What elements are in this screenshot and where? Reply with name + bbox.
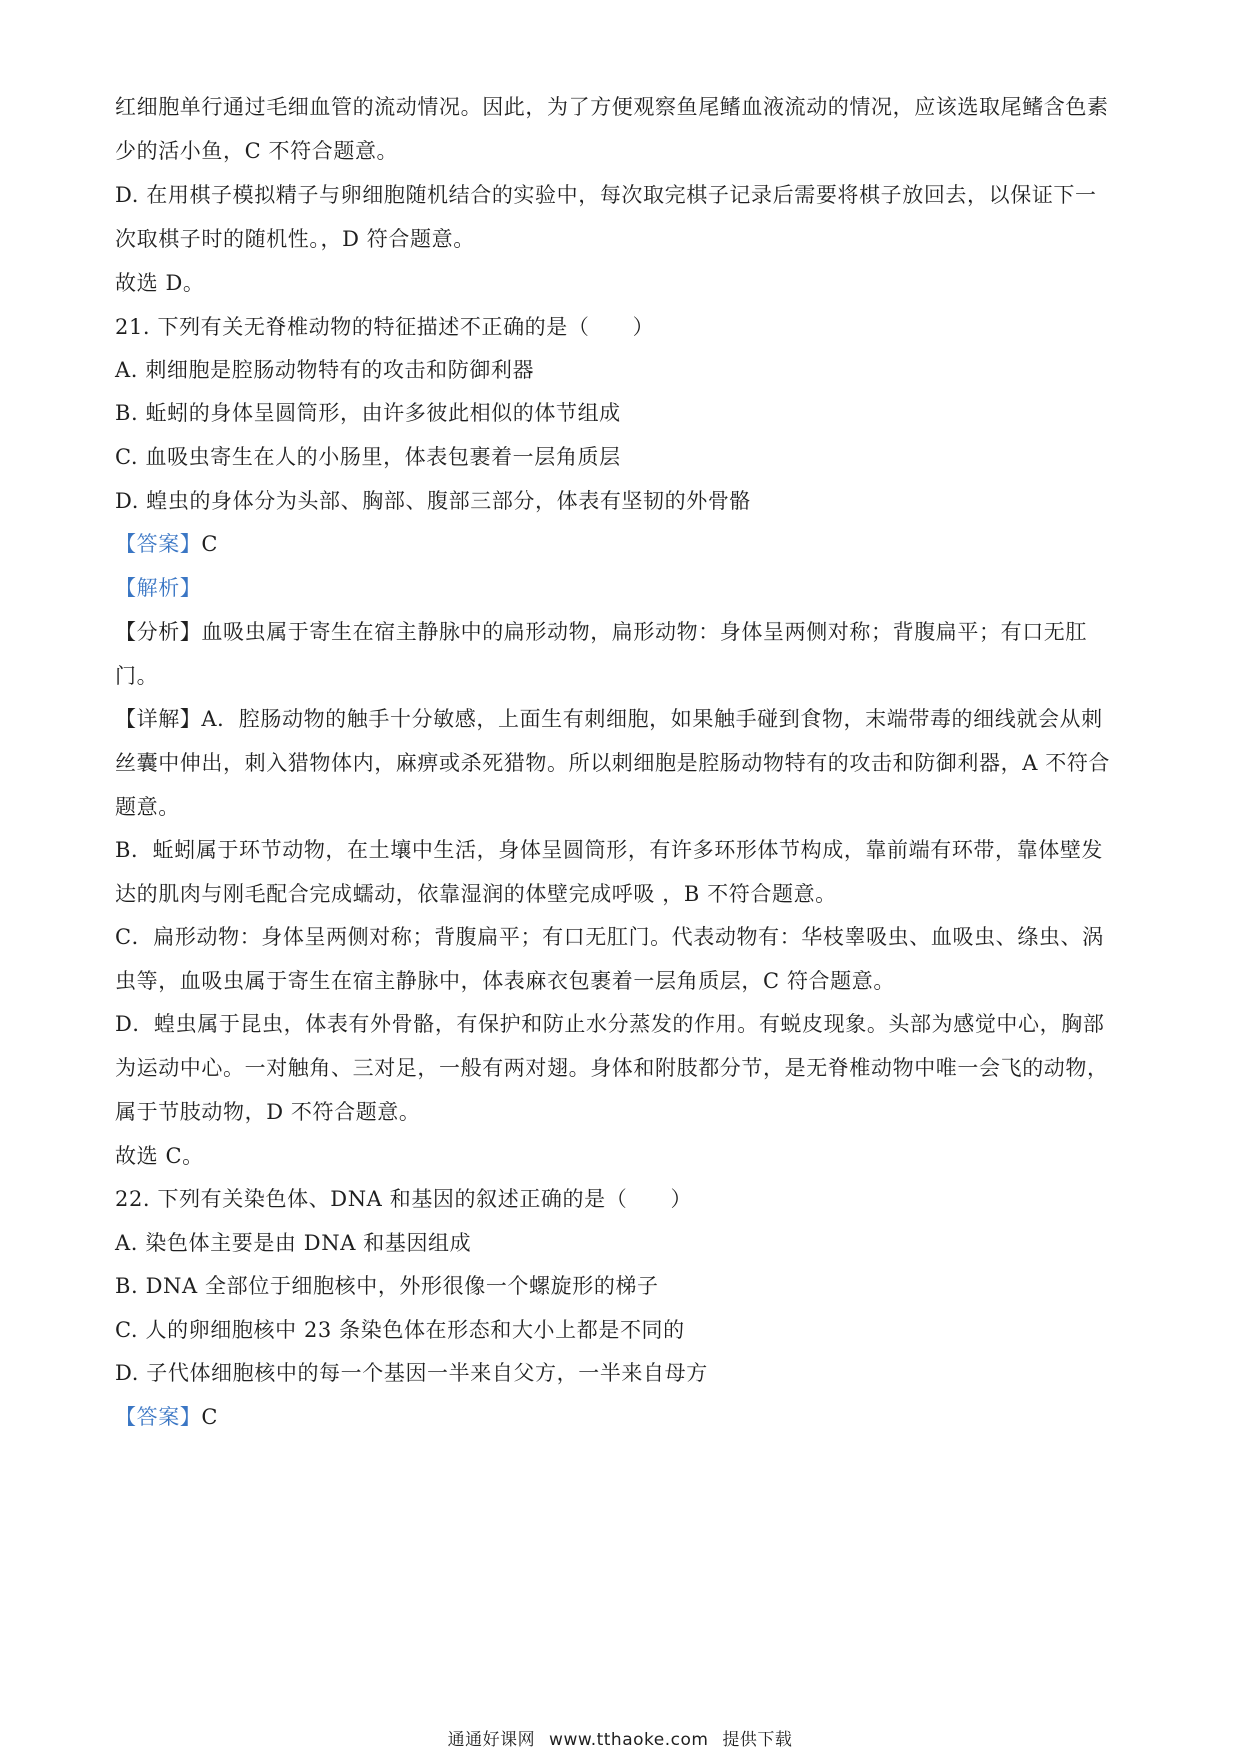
text-line: 故选 C。 [115, 1144, 204, 1168]
text-line: 属于节肢动物，D 不符合题意。 [115, 1100, 421, 1124]
answer-value: C [201, 1405, 219, 1429]
text-line: 【详解】A．腔肠动物的触手十分敏感，上面生有刺细胞，如果触手碰到食物，末端带毒的细线就会从刺 [115, 707, 1103, 731]
page-footer [0, 1725, 1240, 1750]
text-line: 题意。 [115, 795, 180, 819]
text-line: B．蚯蚓属于环节动物，在土壤中生活，身体呈圆筒形，有许多环形体节构成，靠前端有环带，靠体壁发 [115, 838, 1104, 862]
text-line: 【分析】血吸虫属于寄生在宿主静脉中的扁形动物，扁形动物：身体呈两侧对称；背腹扁平；有口无肛 [115, 620, 1087, 644]
footer-url[interactable]: www.tthaoke.com [549, 1730, 709, 1750]
question-22-option-b: B. DNA 全部位于细胞核中，外形很像一个螺旋形的梯子 [115, 1274, 659, 1298]
question-22-option-a: A. 染色体主要是由 DNA 和基因组成 [115, 1231, 472, 1255]
question-21-option-c: C. 血吸虫寄生在人的小肠里，体表包裹着一层角质层 [115, 445, 621, 469]
text-line: C．扁形动物：身体呈两侧对称；背腹扁平；有口无肛门。代表动物有：华枝睾吸虫、血吸虫、绦虫、涡 [115, 925, 1104, 949]
text-line: 红细胞单行通过毛细血管的流动情况。因此，为了方便观察鱼尾鳍血液流动的情况，应该选取尾鳍含色素 [115, 95, 1109, 119]
answer-tag: 【答案】 [115, 532, 202, 556]
text-line: 门。 [115, 664, 159, 688]
question-21-option-b: B. 蚯蚓的身体呈圆筒形，由许多彼此相似的体节组成 [115, 401, 621, 425]
answer-line-22 [115, 1402, 1125, 1432]
text-line: 次取棋子时的随机性。，D 符合题意。 [115, 227, 475, 251]
text-line: 丝囊中伸出，刺入猎物体内，麻痹或杀死猎物。所以刺细胞是腔肠动物特有的攻击和防御利器，A 不符合 [115, 751, 1111, 775]
question-21-option-a: A. 刺细胞是腔肠动物特有的攻击和防御利器 [115, 358, 535, 382]
footer-site-name: 通通好课网 [447, 1730, 536, 1750]
text-line: 少的活小鱼，C 不符合题意。 [115, 139, 399, 163]
text-line: 为运动中心。一对触角、三对足，一般有两对翅。身体和附肢都分节，是无脊椎动物中唯一会飞的动物， [115, 1056, 1109, 1080]
text-line: 虫等，血吸虫属于寄生在宿主静脉中，体表麻衣包裹着一层角质层，C 符合题意。 [115, 969, 895, 993]
text-line: D. 在用棋子模拟精子与卵细胞随机结合的实验中，每次取完棋子记录后需要将棋子放回去，以保证下一 [115, 183, 1097, 207]
question-21-option-d: D. 蝗虫的身体分为头部、胸部、腹部三部分，体表有坚韧的外骨骼 [115, 489, 752, 513]
analysis-tag: 【解析】 [115, 576, 202, 600]
text-line: 达的肌肉与刚毛配合完成蠕动，依靠湿润的体壁完成呼吸 ，B 不符合题意。 [115, 882, 837, 906]
question-21-stem: 21. 下列有关无脊椎动物的特征描述不正确的是（ ） [115, 315, 655, 339]
answer-value: C [201, 532, 219, 556]
question-22-option-d: D. 子代体细胞核中的每一个基因一半来自父方，一半来自母方 [115, 1361, 708, 1385]
text-line: D．蝗虫属于昆虫，体表有外骨骼，有保护和防止水分蒸发的作用。有蜕皮现象。头部为感觉中心，胸部 [115, 1012, 1105, 1036]
answer-tag: 【答案】 [115, 1405, 202, 1429]
question-22-stem: 22. 下列有关染色体、DNA 和基因的叙述正确的是（ ） [115, 1187, 693, 1211]
answer-line-21 [115, 529, 1125, 559]
question-22-option-c: C. 人的卵细胞核中 23 条染色体在形态和大小上都是不同的 [115, 1318, 685, 1342]
text-line: 故选 D。 [115, 271, 205, 295]
footer-note: 提供下载 [722, 1730, 793, 1750]
